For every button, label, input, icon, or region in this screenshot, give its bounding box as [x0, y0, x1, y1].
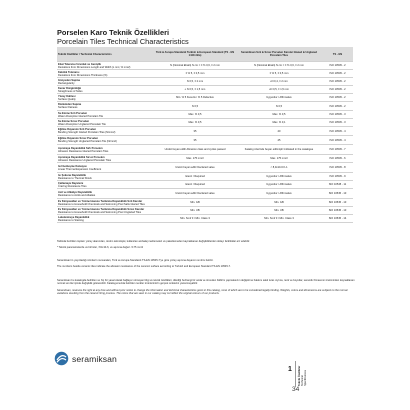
- row-seramiksan-value: Min. UB: [274, 209, 284, 212]
- row-standard-value: İstenir / Required: [185, 175, 205, 178]
- table-row: [57, 181, 353, 189]
- row-characteristic: [57, 63, 154, 69]
- row-test-method: ISO 10545 - 4: [329, 138, 346, 142]
- row-seramiksan-value: 45: [277, 138, 281, 142]
- row-seramiksan-value: ± % 5, ± 0,5 mm: [269, 72, 289, 75]
- row-characteristic-tr: Eğilme Dayanımı Sırsız Porselen: [58, 137, 99, 140]
- notes-block-2: [57, 259, 357, 272]
- table-row: [57, 207, 353, 215]
- row-test-method: ISO 10545 - 13: [328, 192, 347, 195]
- row-standard-value: Max. 175 mm3: [186, 157, 204, 160]
- row-seramiksan-value: Uygundur / Affirmative: [266, 96, 292, 99]
- row-seramiksan-value: 40: [277, 129, 281, 133]
- row-characteristic-en: Bending Strength Glazed Porcelain Tiles (N/mm2): [58, 131, 116, 134]
- technical-characteristics-table: [57, 47, 353, 223]
- note-disclaimer-tr: Seramiksan bu katalogda belirtilen ve hiç bir yasal olarak bağlayıcı olmayan bilgi ve teknik özellikleri, dilediği herhangi bir anda ve önceden bildirim yapmaksızın değiştirme hakkını saklı tutar. Ayrıca, renk ve boyutlar, seramik firmasının üretiminden kaynaklanan normal sınırlar içinde değişiklik gösterebilir. Katalogumuzda belirtilen renkler ürünlerimizin gerçek renklerini yansıtmayabilir.: [57, 279, 355, 286]
- table-row: [57, 86, 353, 94]
- row-test-method: ISO 10545 - 3: [329, 113, 346, 116]
- row-test-method: ISO 10545 - 2: [329, 96, 346, 99]
- row-seramiksan-value: Uygundur / Affirmative: [266, 183, 292, 186]
- row-characteristic-tr: Kenar Düzgünlüğü: [58, 86, 82, 90]
- row-characteristic: [57, 79, 154, 85]
- table-row: [57, 78, 353, 86]
- row-standard-value: N 0,5: [191, 104, 199, 108]
- row-seramiksan-value: Max. % 0,5: [272, 113, 286, 116]
- row-standard-value: Min. GB: [190, 201, 200, 204]
- row-seramiksan-value: Min. GB: [274, 201, 284, 204]
- row-test-method: ISO 10545 - 6: [329, 157, 346, 160]
- note-abrasion-en: The numbers beside ceramic tiles indicate the abrasion resistance of the ceramic surface according to Turkish and European Standard TS-EN 10545-7.: [57, 265, 231, 269]
- row-characteristic-en: Surface Flatness: [58, 106, 78, 109]
- row-characteristic-tr: Kalınlık Toleransı: [58, 70, 80, 74]
- row-characteristic-tr: Gönyeden Sapma: [58, 78, 80, 82]
- header-ts-en: TS - EN: [332, 52, 343, 56]
- row-characteristic: [57, 165, 154, 171]
- title-english: Porcelain Tiles Technical Characteristics: [57, 36, 189, 46]
- row-characteristic: [57, 120, 154, 126]
- row-test-method: ISO 10545 - 4: [329, 129, 346, 133]
- note-surface-area: Tabloda belirtilen toplam yüzey alanından, üretim teknolojisi, kullanılan ambalaj malzemeleri ve paketlemeden kaynaklanan değişikliklerden dolayı farklılıklar arz edebilir.: [57, 240, 250, 243]
- row-seramiksan-value: N (Nominal Ebatlı) N cm = ± % 0,6, ± 2 mm: [254, 64, 304, 67]
- row-seramiksan-value: ≤N 0,4, ± 2 mm: [270, 80, 288, 83]
- header-characteristics: Teknik Özellikler / Technical Characteristics: [58, 52, 112, 56]
- table-row: [57, 62, 353, 70]
- row-characteristic: [57, 200, 154, 206]
- row-characteristic-en: Abrasion Resistance Glazed Porcelain Tiles: [58, 149, 109, 153]
- table-row: [57, 136, 353, 145]
- row-characteristic: [57, 95, 154, 101]
- table-row: [57, 163, 353, 173]
- row-characteristic: [57, 71, 154, 77]
- row-test-method: ISO 10545 - 14: [328, 217, 347, 220]
- row-characteristic: [57, 174, 154, 180]
- row-characteristic-en: Water Absorption Unglazed Porcelain Tile: [58, 122, 106, 126]
- row-characteristic-en: Linear Thermal Expansion Coefficient: [58, 167, 102, 171]
- row-characteristic-en: Resistance to Acids and Alkalies: [58, 193, 96, 197]
- row-test-method: ISO 10545 - 2: [329, 88, 346, 91]
- table-row: [57, 155, 353, 163]
- header-standard: Türk & Avrupa Standardı Turkish & European Standard (TS - EN 14411 BIa): [155, 51, 235, 57]
- table-row: [57, 70, 353, 78]
- table-row: [57, 199, 353, 207]
- table-row: [57, 215, 353, 223]
- row-characteristic-en: Resistance to Thermal Shock: [58, 176, 92, 180]
- row-characteristic-tr: Çatlamaya Dayanımı: [58, 181, 84, 185]
- row-standard-value: Min. UB: [190, 209, 200, 212]
- row-seramiksan-value: Uygundur / Affirmative: [266, 192, 292, 195]
- row-characteristic-tr: Ev Kimyasalları ve Yüzme Havuzu Tuzlarına Dayanıklılık Sırsız Karolar: [58, 207, 145, 211]
- section-label-en: Technical Specifications: [301, 369, 307, 386]
- row-characteristic-en: Crazing Resistance Tiles: [58, 184, 87, 188]
- row-characteristic-en: Water Absorption Glazed Porcelain Tile: [58, 114, 104, 118]
- row-characteristic-tr: Su Emme Sırsız Porselen: [58, 119, 90, 123]
- row-seramiksan-value: ≤N 0,5, ± 1,5 mm: [269, 88, 289, 91]
- row-test-method: ISO 10545 - 13: [328, 201, 347, 204]
- table-row: [57, 127, 353, 136]
- section-number: 1: [288, 366, 292, 373]
- page-title: [57, 29, 357, 46]
- row-characteristic: [57, 103, 154, 109]
- row-test-method: ISO 10545 - 9: [329, 175, 346, 178]
- row-characteristic-tr: Su Emme Sırlı Porselen: [58, 111, 88, 115]
- row-characteristic: [57, 156, 154, 162]
- row-characteristic: [57, 147, 154, 153]
- row-characteristic-tr: Isıl Genleşme Katsayısı: [58, 164, 87, 168]
- title-turkish: Porselen Karo Teknik Özellikleri: [57, 28, 169, 37]
- row-seramiksan-value: Katalog üzerinde beyan edilmiştir Indicated in the catalogue: [244, 148, 314, 151]
- row-seramiksan-value: Min. Sınıf 3 / Min. Class 3: [264, 217, 294, 220]
- note-disclaimer-en: Seramiksan, reserves the right at any time and without prior notice to change the information and technical characteristics given in this catalog, none of which are to be considered legally binding. Weights, colors and dimensions are subjects to the normal variations resulting from the ceramic firing process. The colors that are seen in our catalog may not reflect the original colours of our products.: [57, 288, 348, 296]
- row-characteristic: [57, 128, 154, 134]
- table-row: [57, 189, 353, 199]
- row-characteristic-en: Abrasion Resistance Unglazed Porcelain Tiles: [58, 158, 112, 162]
- table-row: [57, 111, 353, 119]
- table-row: [57, 145, 353, 155]
- row-test-method: ISO 10545 - 2: [329, 104, 346, 108]
- row-characteristic: [57, 137, 154, 143]
- row-seramiksan-value: Uygundur / Affirmative: [266, 175, 292, 178]
- table-row: [57, 119, 353, 127]
- row-standard-value: Üretici beyan edilir Abrasion class and cycles passed: [164, 148, 226, 151]
- row-test-method: ISO 10545 - 7: [329, 148, 346, 151]
- row-standard-value: Üretici beyan edilir Declared value: [175, 166, 215, 169]
- row-seramiksan-value: < 8,0x10-6 K-1: [270, 166, 288, 169]
- row-characteristic-en: Straightness of Sides: [58, 89, 83, 93]
- row-test-method: ISO 10545 - 2: [329, 64, 346, 67]
- row-seramiksan-value: Max. % 0,1: [272, 121, 286, 124]
- section-label-tr: Teknik Özellikler: [298, 365, 301, 386]
- row-test-method: ISO 10545 - 13: [328, 209, 347, 212]
- row-characteristic-en: Deviations from Dimensions Length and Width (L mm; % mm2): [58, 65, 131, 69]
- row-characteristic-en: Rectangularity: [58, 81, 75, 85]
- notes-block-3: [57, 279, 357, 299]
- row-standard-value: Min. Sınıf 3 / Min. Class 3: [180, 217, 210, 220]
- row-seramiksan-value: Max. 175 mm3: [270, 157, 288, 160]
- row-standard-value: Min. % 5 Kusurlu / % 5 Defective: [176, 96, 214, 99]
- row-characteristic-tr: Asit ve Alkaliye Dayanıklılık: [58, 190, 92, 194]
- row-test-method: ISO 10545 - 2: [329, 72, 346, 75]
- row-standard-value: ± % 5, ± 0,5 mm: [185, 72, 205, 75]
- row-standard-value: 35: [193, 129, 197, 133]
- row-characteristic-tr: Isı Şokuna Dayanıklılık: [58, 173, 86, 177]
- row-characteristic-en: Deviations from Dimensions Thickness (%): [58, 73, 108, 77]
- table-row: [57, 102, 353, 111]
- row-seramiksan-value: N 0,5: [275, 104, 283, 108]
- row-characteristic-tr: Ebat Toleransı Uzunluk ve Genişlik: [58, 62, 101, 66]
- row-characteristic-tr: Lekelenmeye Dayanıklılık: [58, 215, 90, 219]
- page-number: 34: [292, 386, 300, 393]
- row-test-method: ISO 10545 - 2: [329, 80, 346, 83]
- row-characteristic-tr: Aşınmaya Dayanıklılık Sırsız Porselen: [58, 155, 105, 159]
- table-row: [57, 173, 353, 181]
- row-standard-value: Max. % 0,5: [188, 113, 202, 116]
- row-characteristic: [57, 87, 154, 93]
- row-characteristic: [57, 112, 154, 118]
- row-standard-value: 35: [193, 138, 197, 142]
- seramiksan-logo: [54, 351, 117, 366]
- section-label: [298, 362, 306, 386]
- note-abrasion-tr: Seramiksan'ın yayınladığı ürünlerin numaraları, Türk ve Avrupa Standardı TS-EN 10545-7'ye göre yüzey aşınma dayanım sınıfını belirtir.: [57, 259, 214, 262]
- row-standard-value: Max. % 0,5: [188, 121, 202, 124]
- row-test-method: ISO 10545 - 3: [329, 121, 346, 124]
- table-header-row: [57, 47, 353, 62]
- row-characteristic: [57, 182, 154, 188]
- row-characteristic-tr: Eğilme Dayanımı Sırlı Porselen: [58, 128, 97, 131]
- row-test-method: ISO 10545 - 11: [328, 183, 347, 186]
- notes-block-1: [57, 240, 357, 253]
- seramiksan-logo-icon: [54, 351, 69, 366]
- row-characteristic-en: Surface Quality: [58, 97, 76, 101]
- row-characteristic-en: Resistance to Staining: [58, 218, 84, 222]
- row-characteristic-en: Resistance to Household Chemicals and Swimming Pool Unglazed Tiles: [58, 210, 142, 214]
- row-standard-value: ≤ N 0,5, ± 1,5 mm: [184, 88, 206, 91]
- section-divider: [295, 361, 296, 387]
- table-row: [57, 94, 353, 102]
- header-seramiksan: Seramiksan Sırlı & Sırsız Porselen Karolar Glazed & Unglazed Porcelain Tiles: [241, 51, 317, 57]
- row-characteristic: [57, 208, 154, 214]
- row-characteristic: [57, 216, 154, 222]
- row-standard-value: N 0,5, ± 2 mm: [186, 80, 204, 83]
- row-characteristic: [57, 191, 154, 197]
- row-standard-value: İstenir / Required: [185, 183, 205, 186]
- row-characteristic-en: Resistance to Household Chemicals and Swimming Pool Salts Glazed Tiles: [58, 202, 145, 206]
- row-test-method: ISO 10545 - 8: [329, 166, 346, 169]
- row-characteristic-tr: Yüzey Kalitesi: [58, 94, 76, 98]
- row-standard-value: N (Nominal Ebatlı) N cm = ± % 0,6, ± 2 mm: [170, 64, 220, 67]
- note-technical-parameters: * Teknik parametrelerde ve birimler, ±%x10-6, ve aşınma değeri <175 mm3: [57, 246, 143, 250]
- row-standard-value: Üretici beyan edilir Declared value: [175, 192, 215, 195]
- row-characteristic-tr: Aşınmaya Dayanıklılık Sırlı Porselen: [58, 146, 103, 150]
- logo-wordmark: seramiksan: [72, 353, 117, 364]
- row-characteristic-en: Bending Strength Unglazed Porcelain Tile (N/mm2): [58, 140, 117, 143]
- row-characteristic-tr: Düzlemden Sapma: [58, 103, 82, 106]
- row-characteristic-tr: Ev Kimyasalları ve Yüzme Havuzu Tuzlarına Dayanıklılık Sırlı Karolar: [58, 199, 143, 203]
